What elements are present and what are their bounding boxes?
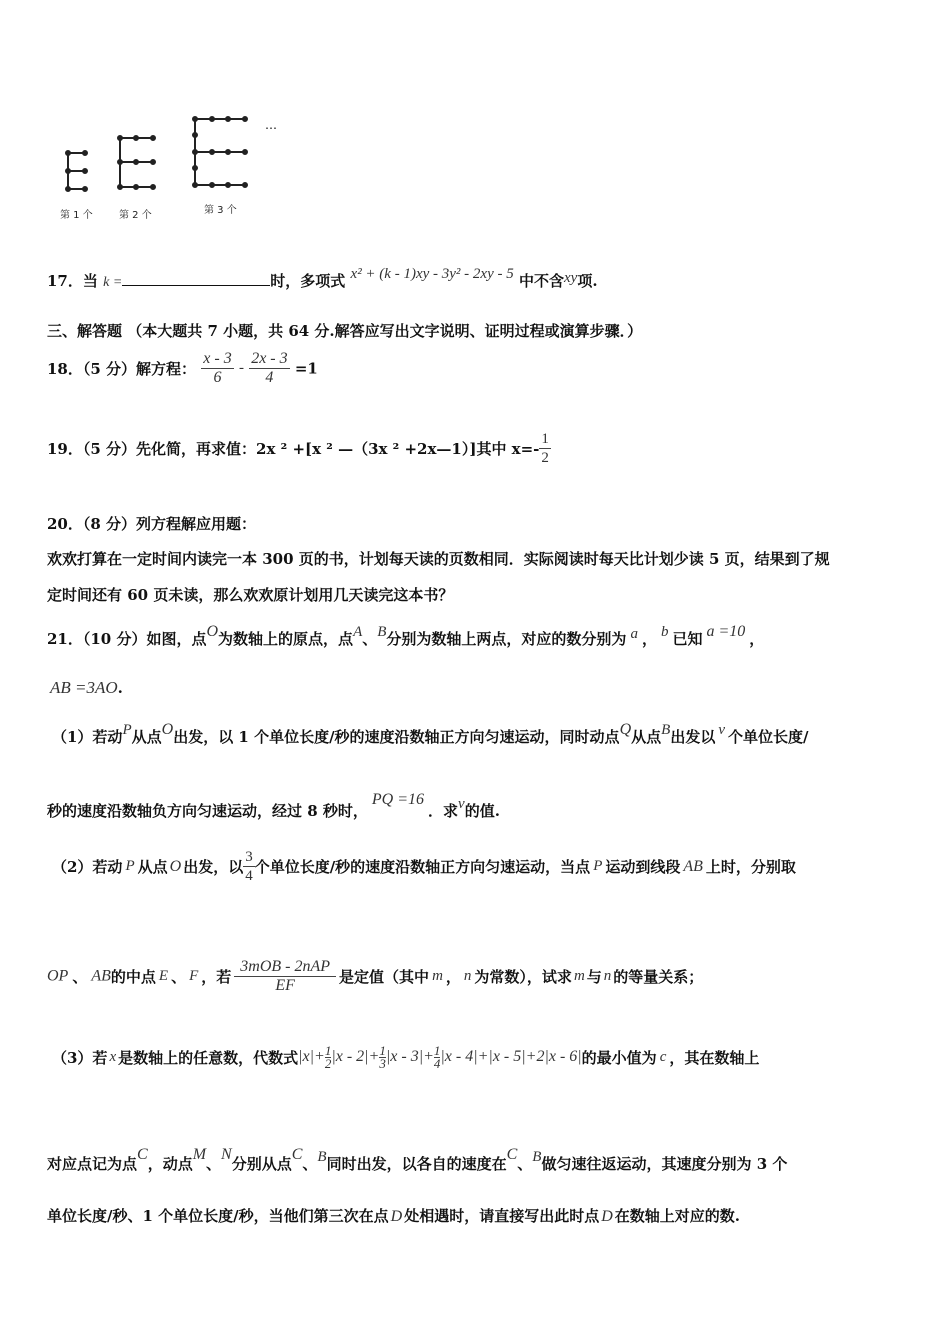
fraction-three-quarters: $\frac{3}{4}$ — [245, 849, 253, 884]
figure-caption-1: 第 1 个 — [60, 210, 93, 221]
answer-blank[interactable] — [122, 271, 270, 286]
fraction-2: $\frac{2x - 3}{4}$ — [251, 350, 288, 386]
question-21-given: AB =3AO. — [50, 678, 123, 697]
question-17: 17．当 k = 时，多项式 x² + (k - 1)xy - 3y² - 2xy - 5 中不含xy项. — [47, 266, 598, 290]
question-21-part-1-cont: 秒的速度沿数轴负方向匀速运动，经过 8 秒时，PQ =16．求v的值. — [47, 791, 500, 820]
figure-shape-2 — [118, 136, 155, 189]
question-20-line-1: 欢欢打算在一定时间内读完一本 300 页的书，计划每天读的页数相同．实际阅读时每天比计划少读 5 页，结果到了规 — [47, 550, 830, 568]
question-21-part-1: （1）若动P从点O出发，以 1 个单位长度/秒的速度沿数轴正方向匀速运动，同时动点Q从点B出发以 v 个单位长度/ — [52, 721, 809, 746]
figure-caption-3: 第 3 个 — [204, 205, 237, 216]
question-19: 19．（5 分）先化简，再求值：2x ² +[x ² —（3x ² +2x—1）]其中 x=- $\frac{1}{2}$ — [47, 431, 549, 466]
question-21-part-2: （2）若动 P 从点 O 出发，以 $\frac{3}{4}$ 个单位长度/秒的速度沿数轴正方向匀速运动，当点 P 运动到线段 AB 上时，分别取 — [52, 849, 796, 884]
figure-caption-2: 第 2 个 — [119, 210, 152, 221]
figure-ellipsis: … — [265, 118, 277, 132]
question-18: 18．（5 分）解方程： $\frac{x - 3}{6}$ - $\frac{2x - 3}{4}$ =1 — [47, 350, 318, 386]
question-21-part-3-cont-2: 单位长度/秒、1 个单位长度/秒，当他们第三次在点 D 处相遇时，请直接写出此时点 D 在数轴上对应的数. — [47, 1207, 740, 1225]
figure-shape-3 — [193, 117, 247, 187]
fraction-1: $\frac{x - 3}{6}$ — [203, 350, 232, 386]
question-20-label: 20．（8 分）列方程解应用题： — [47, 515, 257, 533]
fraction-expression: $\frac{\text{3mOB - 2nAP}}{EF}$ — [234, 958, 336, 995]
figure-shape-1 — [66, 151, 87, 191]
section-3-heading: 三、解答题 （本大题共 7 小题，共 64 分.解答应写出文字说明、证明过程或演算步骤．） — [47, 322, 643, 340]
question-21-part-2-cont: OP 、 AB的中点 E 、 F ，若 $\frac{\text{3mOB - 2nAP}}{EF}$ 是定值（其中 m ， n 为常数），试求 m 与 n 的等量关系； — [47, 958, 704, 994]
question-21-part-3-cont-1: 对应点记为点C，动点M、N分别从点C、B同时出发，以各自的速度在C、B做匀速往返运动，其速度分别为 3 个 — [47, 1146, 788, 1173]
question-21-intro: 21．（10 分）如图，点O为数轴上的原点，点A、B分别为数轴上两点，对应的数分别为 a ， b 已知 a =10 ， — [47, 623, 765, 648]
question-20-line-2: 定时间还有 60 页未读，那么欢欢原计划用几天读完这本书？ — [47, 586, 454, 604]
fraction-half: $\frac{1}{2}$ — [541, 431, 549, 466]
absolute-value-expression: |x|+ $\frac{1}{2}$ |x - 2|+ $\frac{1}{3}$ |x - 3|+ $\frac{1}{4}$ |x - 4|+|x - 5|+2|x - 6| — [298, 1043, 582, 1071]
question-21-part-3: （3）若 x 是数轴上的任意数，代数式|x|+ $\frac{1}{2}$ |x - 2|+ $\frac{1}{3}$ |x - 3|+ $\frac{1}{4}$ |x - 4|+|x - 5|+2|x - 6|的最小值为 c ，其在数轴上 — [52, 1043, 760, 1071]
